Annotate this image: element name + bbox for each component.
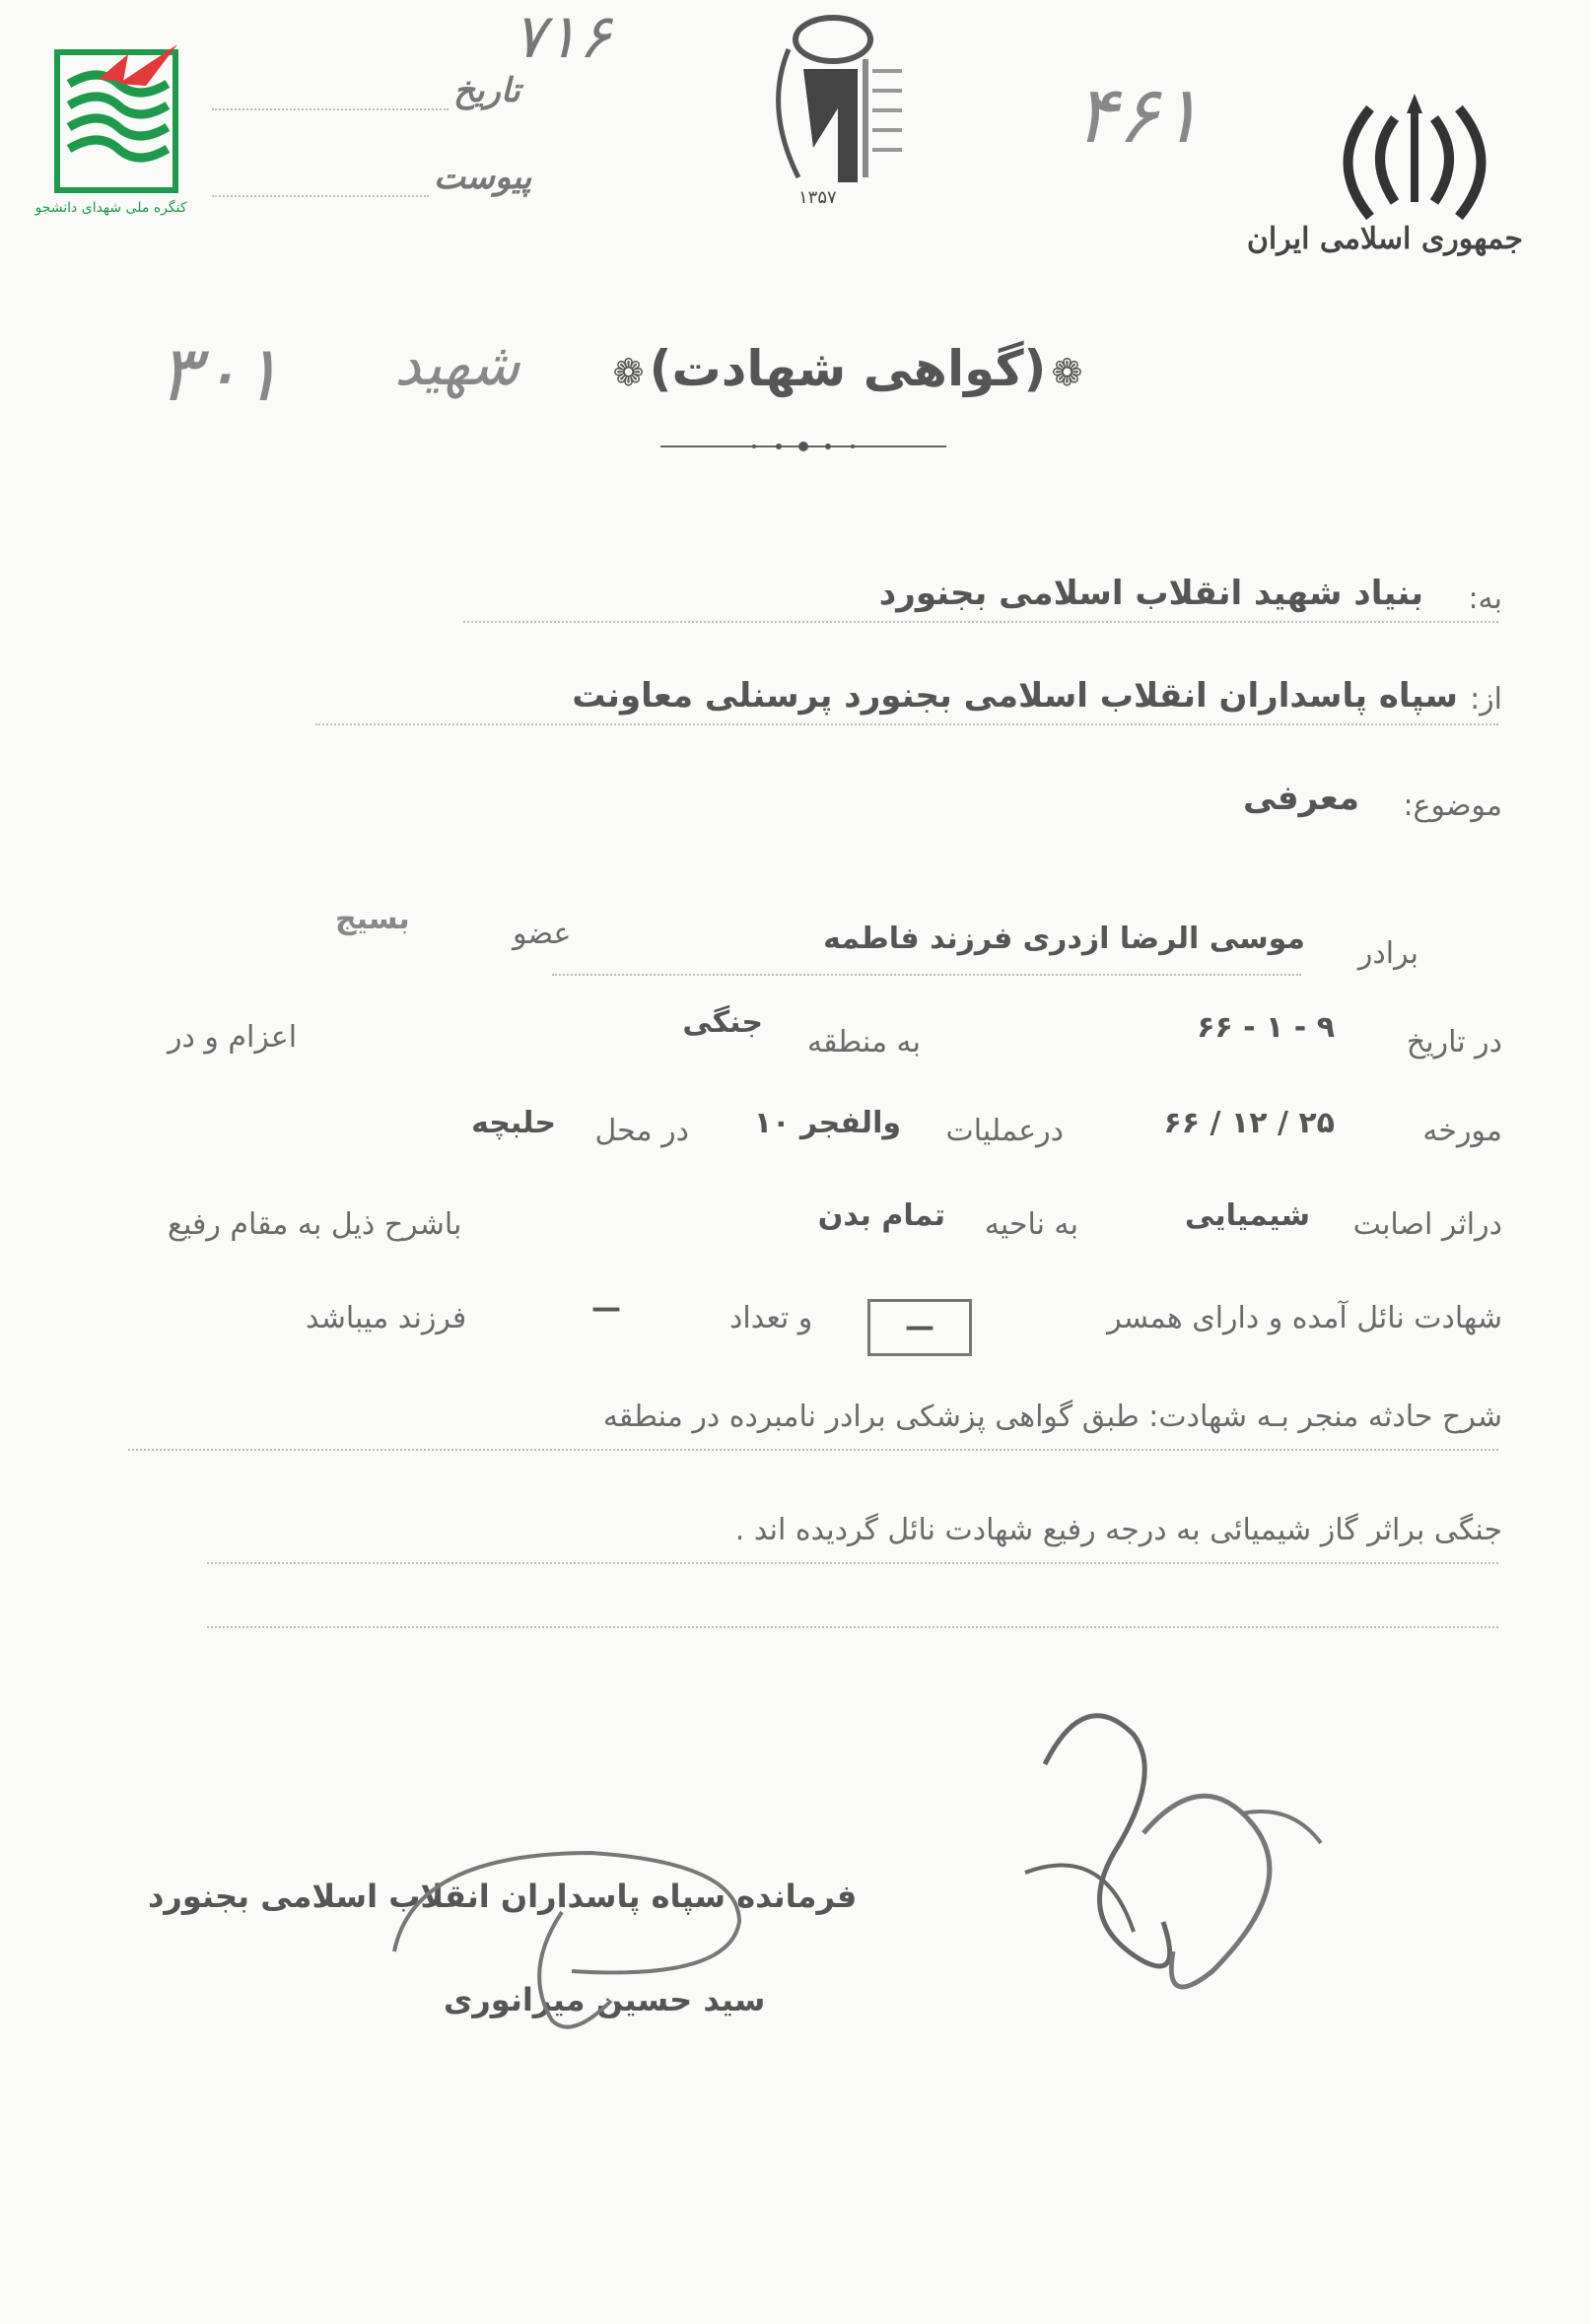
attachment-line bbox=[212, 195, 429, 197]
line4-area-value: تمام بدن bbox=[817, 1198, 945, 1233]
description-line2: جنگی براثر گاز شیمیائی به درجه رفیع شهادت نائل گردیده اند . bbox=[734, 1513, 1502, 1547]
logo-caption: کنگره ملی شهدای دانشجو bbox=[35, 200, 187, 216]
line3-dated: مورخه bbox=[1422, 1114, 1502, 1148]
commander-name: سید حسین میرانوری bbox=[444, 1981, 766, 2018]
attachment-label: پیوست bbox=[434, 158, 532, 197]
date-label: تاریخ bbox=[453, 71, 520, 110]
line5-part-b: و تعداد bbox=[729, 1301, 813, 1335]
line5-part-a: شهادت نائل آمده و دارای همسر bbox=[1107, 1301, 1502, 1335]
title-ornament-left: ❁ bbox=[612, 351, 645, 394]
page-title: (گواهی شهادت) bbox=[649, 340, 1047, 397]
line4-rest: باشرح ذیل به مقام رفیع bbox=[168, 1207, 462, 1242]
subject-value: معرفی bbox=[1242, 779, 1359, 818]
header-number-right: ۴۶۱ bbox=[1074, 69, 1202, 161]
line3-ops-value: والفجر ۱۰ bbox=[753, 1106, 901, 1140]
side-note-word: شهید bbox=[394, 330, 520, 399]
line2-region-label: به منطقه bbox=[807, 1025, 921, 1059]
title-divider bbox=[660, 439, 946, 452]
description-line1-dots bbox=[128, 1449, 1498, 1451]
line4-area-label: به ناحیه bbox=[984, 1207, 1078, 1242]
logo-icon bbox=[30, 25, 192, 222]
irgc-emblem bbox=[759, 0, 956, 217]
line1-brother: برادر bbox=[1357, 936, 1418, 971]
iran-emblem-icon bbox=[1316, 84, 1513, 222]
line2-date-label: در تاریخ bbox=[1406, 1025, 1502, 1059]
line1-member: عضو bbox=[513, 917, 572, 951]
description-line1: شرح حادثه منجر بـه شهادت: طبق گواهی پزشکی برادر نامبرده در منطقه bbox=[602, 1400, 1502, 1434]
iran-emblem-caption: جمهوری اسلامی ایران bbox=[1246, 222, 1523, 256]
line1-member-value: بسیج bbox=[335, 902, 410, 936]
description-line3-dots bbox=[207, 1626, 1498, 1628]
line5-part-c: فرزند میباشد bbox=[306, 1301, 467, 1335]
commander-title: فرمانده سپاه پاسداران انقلاب اسلامی بجنورد bbox=[148, 1878, 858, 1915]
line3-ops-label: درعملیات bbox=[945, 1114, 1064, 1148]
date-line bbox=[212, 108, 449, 110]
header-number-top: ۷۱۶ bbox=[513, 0, 611, 72]
certificate-title bbox=[591, 340, 1104, 397]
divider-flourish-icon bbox=[660, 440, 946, 453]
subject-label: موضوع: bbox=[1403, 788, 1502, 823]
line1-name-line bbox=[552, 974, 1301, 976]
signature-scribble-icon bbox=[986, 1675, 1360, 2050]
to-label: به: bbox=[1468, 581, 1502, 616]
from-label: از: bbox=[1470, 682, 1502, 717]
iran-emblem bbox=[1246, 84, 1523, 281]
line2-date-value: ۹ - ۱ - ۶۶ bbox=[1197, 1010, 1335, 1045]
line4-injury-value: شیمیایی bbox=[1185, 1198, 1310, 1233]
congress-logo bbox=[30, 25, 192, 222]
line2-dispatch: اعزام و در bbox=[168, 1020, 298, 1055]
stamp-year: ۱۳۵۷ bbox=[798, 187, 837, 208]
line3-place-label: در محل bbox=[594, 1114, 689, 1148]
line1-name: موسی الرضا ازدری فرزند فاطمه bbox=[823, 922, 1305, 956]
line5-spouse-value: — bbox=[867, 1299, 972, 1356]
title-ornament-right: ❁ bbox=[1051, 351, 1083, 394]
line4-injury-label: دراثر اصابت bbox=[1352, 1207, 1502, 1242]
line5-children-value: — bbox=[591, 1291, 621, 1326]
line2-region-value: جنگی bbox=[682, 1005, 763, 1040]
commander-signature-icon bbox=[365, 1833, 779, 2050]
commander-signature-mark bbox=[365, 1833, 779, 2050]
handwritten-signature bbox=[986, 1675, 1360, 2050]
description-line2-dots bbox=[207, 1562, 1498, 1564]
from-value: سپاه پاسداران انقلاب اسلامی بجنورد پرسنلی معاونت bbox=[572, 676, 1458, 716]
to-value: بنیاد شهید انقلاب اسلامی بجنورد bbox=[878, 574, 1423, 613]
line3-place-value: حلبچه bbox=[471, 1106, 556, 1140]
irgc-emblem-icon bbox=[759, 0, 956, 217]
line3-date-value: ۲۵ / ۱۲ / ۶۶ bbox=[1163, 1106, 1335, 1140]
to-line bbox=[463, 621, 1498, 623]
from-line bbox=[315, 723, 1498, 725]
side-note-number: ۳۰۱ bbox=[158, 330, 282, 419]
